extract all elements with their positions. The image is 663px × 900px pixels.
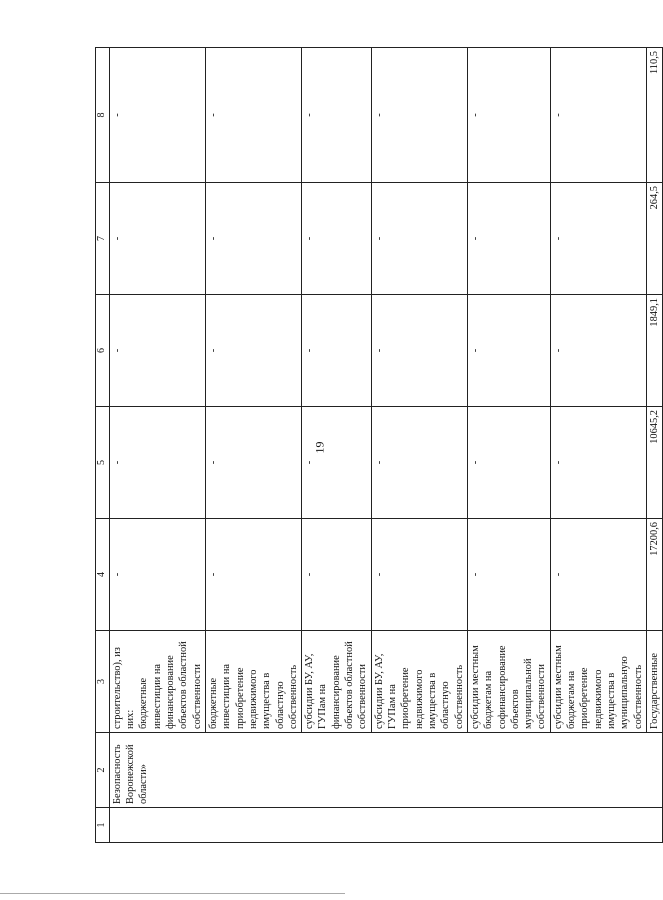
column-header: 7	[96, 183, 110, 295]
row-label-text: бюджетные инвестиции на финансирование объектов областной собственности	[138, 641, 203, 729]
table-cell: -	[109, 295, 205, 407]
table-cell: -	[205, 183, 301, 295]
table-cell: -	[467, 407, 550, 519]
total-cell: 110,5	[646, 48, 662, 183]
table-row	[467, 48, 550, 843]
table-cell: -	[205, 407, 301, 519]
table-row	[205, 48, 301, 843]
scan-edge-line	[0, 893, 345, 894]
table-cell: -	[205, 519, 301, 631]
table-cell: -	[371, 407, 467, 519]
table-row	[109, 48, 205, 843]
table-cell: -	[302, 519, 372, 631]
table-cell: -	[550, 295, 646, 407]
table-cell	[109, 808, 663, 843]
total-cell: 1849,1	[646, 295, 662, 407]
row-label-intro: строительство), из них:	[111, 647, 137, 729]
data-table	[95, 47, 663, 843]
total-row	[646, 48, 662, 843]
table-cell: -	[467, 183, 550, 295]
table-cell: -	[550, 519, 646, 631]
table-cell: -	[302, 48, 372, 183]
table-cell: -	[467, 48, 550, 183]
total-row-label: Государственные	[646, 631, 662, 733]
column-header: 2	[96, 733, 110, 808]
table-cell: -	[302, 407, 372, 519]
page-number: 19	[312, 441, 327, 454]
table-cell: -	[550, 407, 646, 519]
table-cell: -	[205, 295, 301, 407]
table-cell: -	[371, 183, 467, 295]
total-cell: 17200,6	[646, 519, 662, 631]
table-cell: -	[467, 295, 550, 407]
table-cell: -	[371, 519, 467, 631]
table-cell: -	[109, 183, 205, 295]
column-header: 4	[96, 519, 110, 631]
row-label	[109, 631, 205, 733]
program-name-cell: Безопасность Воронежской области»	[109, 733, 663, 808]
row-label: субсидии местным бюджетам на приобретение недвижимого имущества в муниципальную собственность	[550, 631, 646, 733]
table-row	[550, 48, 646, 843]
row-label: субсидии БУ, АУ, ГУПам на финансирование объектов областной собственности	[302, 631, 372, 733]
table-cell: -	[302, 183, 372, 295]
total-cell: 264,5	[646, 183, 662, 295]
table-cell: -	[109, 519, 205, 631]
row-label: субсидии БУ, АУ, ГУПам на приобретение недвижимого имущества в областную собственность	[371, 631, 467, 733]
column-header: 5	[96, 407, 110, 519]
row-label: субсидии местным бюджетам на софинансирование объектов муниципальной собственности	[467, 631, 550, 733]
rotated-table-wrapper	[95, 48, 660, 843]
column-header: 6	[96, 295, 110, 407]
column-header: 1	[96, 808, 110, 843]
table-cell: -	[205, 48, 301, 183]
table-cell: -	[550, 183, 646, 295]
column-header: 3	[96, 631, 110, 733]
column-header: 8	[96, 48, 110, 183]
table-cell: -	[109, 48, 205, 183]
row-label: бюджетные инвестиции на приобретение недвижимого имущества в областную собственность	[205, 631, 301, 733]
table-cell: -	[109, 407, 205, 519]
table-cell: -	[371, 295, 467, 407]
total-cell: 10645,2	[646, 407, 662, 519]
table-row	[302, 48, 372, 843]
table-cell: -	[467, 519, 550, 631]
table-cell: -	[371, 48, 467, 183]
header-row	[96, 48, 110, 843]
table-row	[371, 48, 467, 843]
table-cell: -	[302, 295, 372, 407]
table-cell: -	[550, 48, 646, 183]
